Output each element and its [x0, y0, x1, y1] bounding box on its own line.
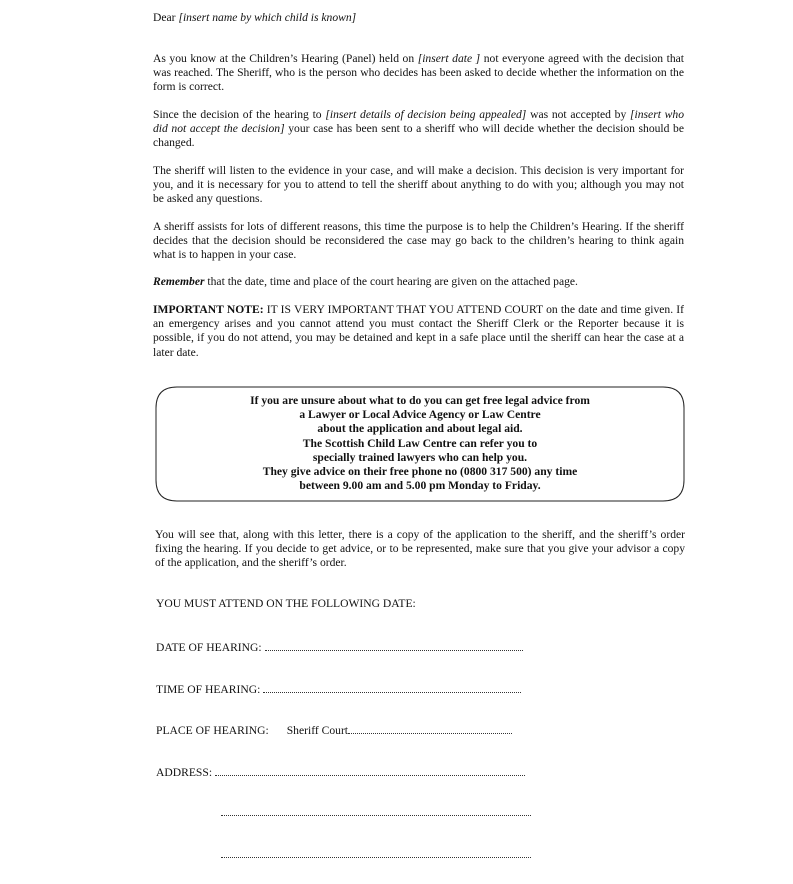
para1-text-c: not everyone agreed with the decision that was reached. The Sheriff, who is the person who decides has been asked to decide whether the information on the form is correct.	[153, 52, 684, 94]
notice-line: between 9.00 am and 5.00 pm Monday to Friday.	[299, 479, 541, 493]
paragraph-decision-appealed	[153, 108, 684, 151]
date-of-hearing-field[interactable]	[265, 639, 523, 651]
paragraph-sheriff-assists: A sheriff assists for lots of different reasons, this time the purpose is to help the Children’s Hearing. If the sheriff decides that the decision should be reconsidered the case may go back to the children’s hearing to think again what is to happen in your case.	[153, 220, 684, 262]
notice-line: If you are unsure about what to do you can get free legal advice from	[250, 394, 590, 407]
time-of-hearing-field[interactable]	[263, 681, 521, 693]
place-of-hearing-field[interactable]	[348, 722, 512, 734]
important-note-text: IT IS VERY IMPORTANT THAT YOU ATTEND COURT on the date and time given. If an emergency arises and you cannot attend you must contact the Sheriff Clerk or the Reporter because it is possible, if you do not attend, you may be detained and kept in a safe place until the sheriff can hear the case at a later date.	[153, 303, 685, 359]
attend-heading: YOU MUST ATTEND ON THE FOLLOWING DATE:	[156, 597, 416, 610]
decision-details-placeholder: [insert details of decision being appealed]	[325, 108, 527, 121]
date-of-hearing-label: DATE OF HEARING:	[156, 641, 262, 654]
who-did-not-accept-placeholder: [insert who did not accept the decision]	[153, 108, 685, 136]
notice-line: about the application and about legal aid.	[317, 422, 523, 436]
paragraph-hearing-intro	[153, 52, 684, 95]
notice-line: The Scottish Child Law Centre can refer you to	[302, 436, 538, 450]
remember-emphasis: Remember	[153, 275, 205, 288]
para2-text-a: Since the decision of the hearing to	[153, 108, 326, 121]
address-field-line-2[interactable]	[221, 814, 531, 816]
para5-text: that the date, time and place of the court hearing are given on the attached page.	[204, 275, 578, 288]
address-row	[156, 764, 525, 780]
hearing-date-placeholder: [insert date ]	[417, 52, 481, 65]
address-label: ADDRESS:	[156, 766, 213, 779]
salutation-prefix: Dear	[153, 11, 179, 24]
time-of-hearing-label: TIME OF HEARING:	[156, 683, 261, 696]
child-name-placeholder: [insert name by which child is known]	[178, 11, 357, 24]
paragraph-remember	[153, 275, 684, 289]
salutation	[153, 11, 356, 25]
para2-text-c: was not accepted by	[526, 108, 631, 121]
place-of-hearing-value: Sheriff Court	[286, 724, 349, 737]
paragraph-important-note	[153, 303, 684, 360]
place-of-hearing-label: PLACE OF HEARING:	[156, 724, 269, 737]
important-note-label: IMPORTANT NOTE:	[153, 303, 264, 316]
notice-line: specially trained lawyers who can help you.	[312, 450, 528, 464]
notice-line: a Lawyer or Local Advice Agency or Law Centre	[299, 408, 541, 422]
para1-text-a: As you know at the Children’s Hearing (Panel) held on	[153, 52, 418, 65]
para2-text-e: your case has been sent to a sheriff who will decide whether the decision should be changed.	[153, 122, 684, 150]
date-of-hearing-row	[156, 639, 523, 655]
address-field-line-3[interactable]	[221, 856, 531, 858]
notice-line: They give advice on their free phone no (0800 317 500) any time	[262, 465, 578, 479]
legal-advice-notice-box	[155, 386, 685, 502]
notice-text	[155, 394, 685, 493]
address-field-line-1[interactable]	[215, 764, 525, 776]
time-of-hearing-row	[156, 681, 521, 697]
paragraph-application-copy: You will see that, along with this letter, there is a copy of the application to the sheriff, and the sheriff’s order fixing the hearing. If you decide to get advice, or to be represented, make sure that you give your advisor a copy of the application, and the sheriff’s order.	[155, 528, 685, 570]
place-of-hearing-row	[156, 722, 512, 738]
paragraph-sheriff-evidence: The sheriff will listen to the evidence in your case, and will make a decision. This decision is very important for you, and it is necessary for you to attend to tell the sheriff about anything to do with you; although you may not be asked any questions.	[153, 164, 684, 206]
